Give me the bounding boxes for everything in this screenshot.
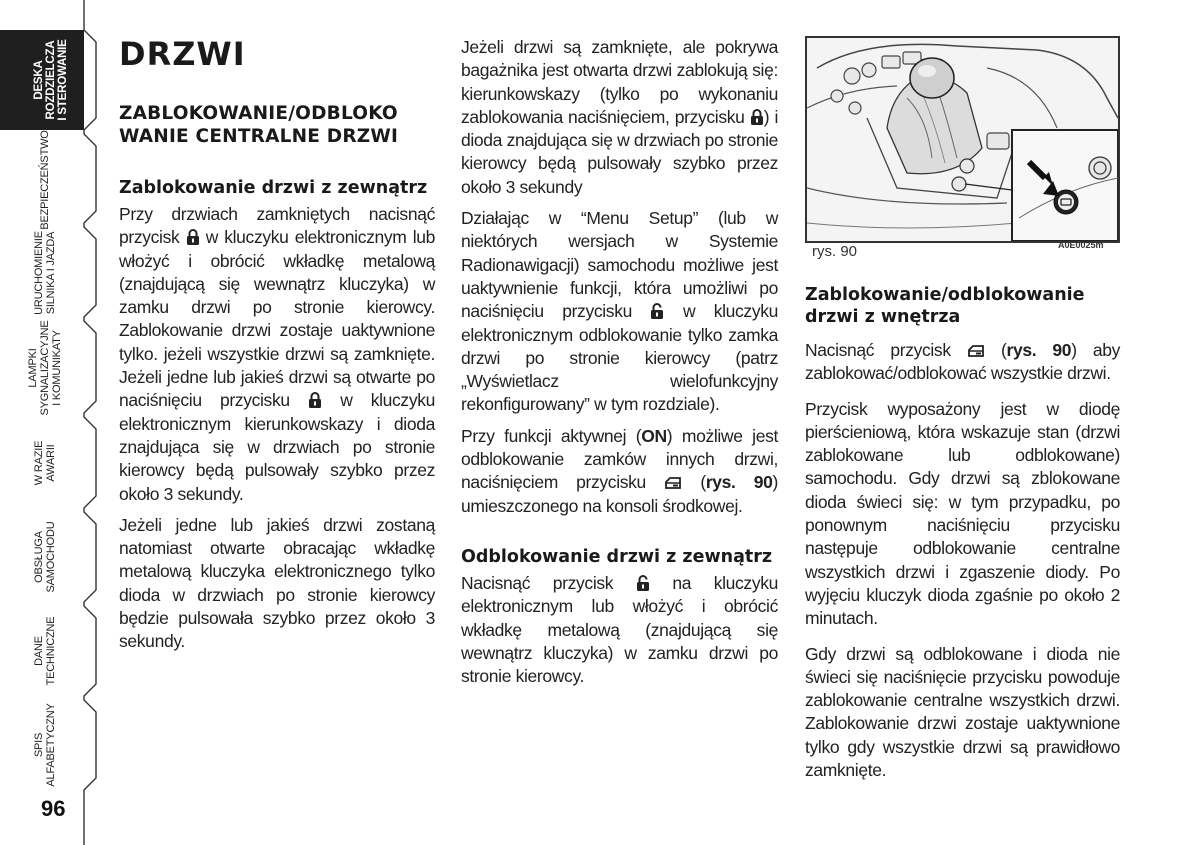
figure-code: A0E0025m xyxy=(1058,240,1104,250)
column-3 xyxy=(805,284,1120,782)
text: ( xyxy=(682,472,706,493)
tab-spis-alfabetyczny[interactable] xyxy=(33,695,59,795)
tab-line: BEZPIECZEŃSTWO xyxy=(39,130,51,230)
tab-uruchomienie[interactable] xyxy=(33,223,59,323)
tab-line: SILNIKA I JAZDA xyxy=(45,231,57,315)
lock-icon xyxy=(308,392,322,408)
paragraph xyxy=(461,207,778,417)
door-lock-button-icon xyxy=(664,476,682,490)
paragraph xyxy=(461,36,778,199)
tab-line: LAMPKI xyxy=(27,348,39,388)
text: w kluczyku elektronicznym odblokowanie tylko zamka drzwi po stronie kierowcy (patrz „Wyświetlacz wielofunkcyjny rekonfigurowany” w tym rozdziale). xyxy=(461,301,778,415)
tab-line: OBSŁUGA xyxy=(33,531,45,583)
tab-line: SPIS xyxy=(33,732,45,758)
subheading-lock-inside: Zablokowanie/odblokowanie drzwi z wnętrza xyxy=(805,285,1085,327)
tab-line: ROZDZIELCZA xyxy=(45,40,57,120)
text: Przy funkcji aktywnej ( xyxy=(461,425,642,446)
figure-reference: rys. 90 xyxy=(705,472,773,493)
column-1 xyxy=(119,36,435,654)
lock-icon xyxy=(750,109,764,125)
chapter-tab-index xyxy=(0,0,100,845)
page-number: 96 xyxy=(41,796,66,821)
column-2 xyxy=(461,36,778,688)
tab-lampki-sygnalizacyjne[interactable] xyxy=(27,318,65,418)
tab-obsluga-samochodu[interactable] xyxy=(33,507,59,607)
paragraph: Jeżeli jedne lub jakieś drzwi zostaną natomiast otwarte obracając wkładkę metalową kluczyka elektronicznego tylko dioda w drzwiach po stronie kierowcy będzie pulsowała szybko przez około 3 sekundy. xyxy=(119,514,435,652)
text: ) i dioda znajdująca się w drzwiach po stronie kierowcy będą pulsowały szybko przez około 3 sekundy xyxy=(461,106,779,197)
text: Nacisnąć przycisk xyxy=(461,572,614,593)
text: ) umieszczonego na konsoli środkowej. xyxy=(461,472,779,516)
figure-caption: rys. 90 xyxy=(812,243,858,260)
tab-line: TECHNICZNE xyxy=(45,616,57,686)
text: ) możliwe jest odblokowanie zamków innych drzwi, naciśnięciem przycisku xyxy=(461,425,779,493)
lock-icon xyxy=(186,229,200,245)
center-console-illustration xyxy=(807,38,1118,241)
paragraph xyxy=(119,203,435,506)
door-lock-button-icon xyxy=(967,344,985,358)
subheading-lock-outside: Zablokowanie drzwi z zewnątrz xyxy=(119,178,428,198)
tab-line: ALFABETYCZNY xyxy=(45,703,57,787)
unlock-icon xyxy=(650,303,664,319)
page-title: DRZWI xyxy=(119,35,246,73)
tab-line: I KOMUNIKATY xyxy=(51,330,63,406)
tab-line: SAMOCHODU xyxy=(45,521,57,593)
text: ) aby zablokować/odblokować wszystkie drzwi. xyxy=(805,340,1121,384)
paragraph: Przycisk wyposażony jest w diodę pierścieniową, która wskazuje stan (drzwi zablokowane lub odblokowane) samochodu. Gdy drzwi są zblokowane dioda świeci się: w tym przypadku, po ponownym naciśnięciu przycisku następuje odblokowanie centralne wszystkich drzwi i zgaszenie diody. Po wyjęciu kluczyk dioda zgaśnie po około 2 minutach. xyxy=(805,398,1120,629)
text: w kluczyku elektronicznym kierunkowskazy i dioda znajdująca się w drzwiach po stronie kierowcy będą pulsowały szybko przez około 3 sekundy. xyxy=(119,390,435,504)
section-heading: ZABLOKOWANIE/ODBLOKO WANIE CENTRALNE DRZWI xyxy=(119,103,399,147)
paragraph xyxy=(461,425,778,518)
text: w kluczyku elektronicznym lub włożyć i obrócić wkładkę metalową (znajdującą się wewnątrz kluczyka) w zamku drzwi po stronie kierowcy. Zablokowanie drzwi zostaje uaktywnione tylko. jeżeli wszystkie drzwi są zamknięte. Jeżeli jedne lub jakieś drzwi są otwarte po naciśnięciu przycisku xyxy=(119,227,436,411)
tab-w-razie-awarii[interactable] xyxy=(33,413,59,513)
text: Działając w “Menu Setup” (lub w niektórych wersjach w Systemie Radionawigacji) samochodu możliwe jest uaktywnienie funkcji, która umożliwi po naciśnięciu przycisku xyxy=(461,208,778,322)
tab-deska-rozdzielcza[interactable] xyxy=(33,25,69,135)
tab-line: DANE xyxy=(33,636,45,666)
text: na kluczyku elektronicznym lub włożyć i obrócić wkładkę metalową (znajdującą się wewnątrz kluczyka) w zamku drzwi po stronie kierowcy. xyxy=(461,572,779,687)
text: ( xyxy=(984,340,1007,360)
tab-bezpieczenstwo[interactable] xyxy=(39,130,53,230)
tab-dane-techniczne[interactable] xyxy=(33,601,59,701)
tab-line: W RAZIE xyxy=(33,440,45,486)
tab-line: SYGNALIZACYJNE xyxy=(39,320,51,416)
figure-reference: rys. 90 xyxy=(1006,340,1072,360)
text: Jeżeli drzwi są zamknięte, ale pokrywa bagażnika jest otwarta drzwi zablokują się: kierunkowskazy (tylko po wykonaniu zablokowania naciśnięciem, przycisku xyxy=(461,37,778,127)
unlock-icon xyxy=(636,575,650,591)
tab-line: AWARII xyxy=(45,444,57,482)
tab-line: DESKA xyxy=(33,60,45,100)
tab-line: URUCHOMIENIE xyxy=(33,231,45,315)
paragraph xyxy=(805,339,1120,386)
tab-line: I STEROWANIE xyxy=(57,39,69,121)
text: Nacisnąć przycisk xyxy=(805,340,951,360)
paragraph xyxy=(461,572,778,688)
subheading-unlock-outside: Odblokowanie drzwi z zewnątrz xyxy=(461,546,773,567)
text: Przy drzwiach zamkniętych nacisnąć przycisk xyxy=(119,204,435,248)
figure-center-console xyxy=(805,36,1120,243)
paragraph: Gdy drzwi są odblokowane i dioda nie świeci się naciśnięcie przycisku powoduje zablokowanie centralne wszystkich drzwi. Zablokowanie drzwi zostaje uaktywnione tylko gdy wszystkie drzwi są prawidłowo zamknięte. xyxy=(805,643,1120,781)
on-label: ON xyxy=(641,425,667,446)
